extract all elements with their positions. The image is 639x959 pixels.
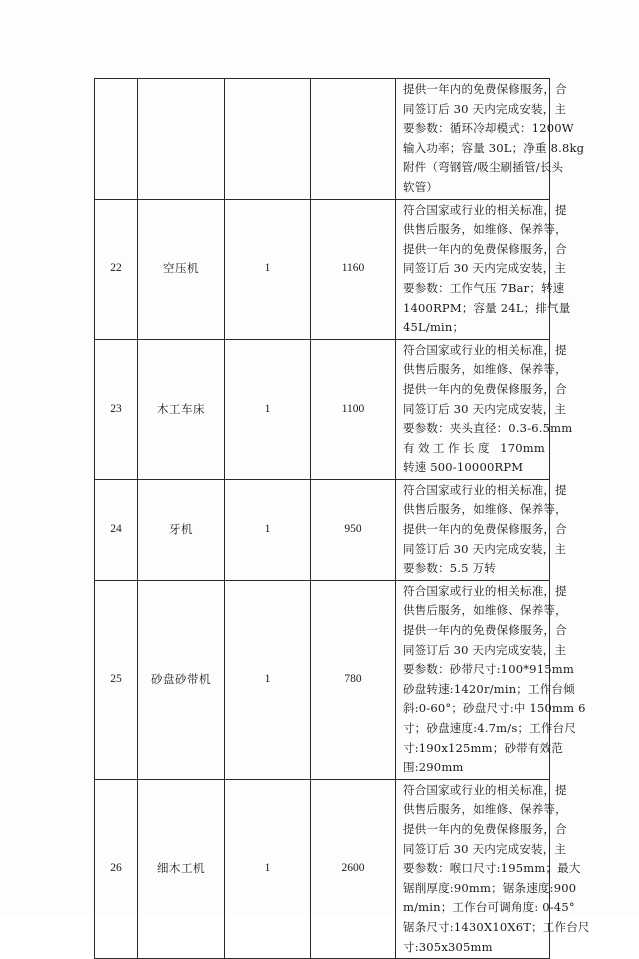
spec-line: 提供一年内的免费保修服务，合 <box>403 381 567 396</box>
spec-line: 提供一年内的免费保修服务，合 <box>403 522 567 537</box>
price-cell: 2600 <box>311 779 396 958</box>
spec-line: 有效工作长度 170mm <box>403 440 545 455</box>
specification-cell <box>396 580 586 779</box>
item-name-cell: 木工车床 <box>138 339 225 479</box>
spec-line: 要参数：5.5 万转 <box>403 561 496 576</box>
price-cell: 1100 <box>311 339 396 479</box>
spec-line: 同签订后 30 天内完成安装，主 <box>403 101 567 116</box>
spec-line: 供售后服务，如维修、保养等， <box>403 362 567 377</box>
spec-line: 符合国家或行业的相关标准，提 <box>403 782 567 797</box>
spec-line: 寸；砂盘速度:4.7m/s；工作台尺 <box>403 721 576 735</box>
specification-cell <box>396 479 567 580</box>
spec-line: 提供一年内的免费保修服务，合 <box>403 241 567 256</box>
spec-line: 同签订后 30 天内完成安装，主 <box>403 401 567 416</box>
specification-cell <box>396 779 590 958</box>
spec-line: 45L/min； <box>403 320 465 335</box>
spec-line: 供售后服务，如维修、保养等， <box>403 802 567 817</box>
spec-line: 寸:305x305mm <box>403 939 493 954</box>
quantity-cell <box>225 79 311 200</box>
spec-line: 提供一年内的免费保修服务，合 <box>403 82 567 96</box>
spec-line: 转速 500-10000RPM <box>403 460 524 475</box>
item-number-cell: 23 <box>95 339 138 479</box>
spec-line: 提供一年内的免费保修服务，合 <box>403 821 567 836</box>
specification-cell <box>396 79 585 200</box>
table-row <box>95 779 550 958</box>
spec-line: 砂盘转速:1420r/min；工作台倾 <box>403 681 575 696</box>
spec-line: 软管） <box>403 179 439 194</box>
item-number-cell: 22 <box>95 199 138 339</box>
spec-line: 附件（弯钢管/吸尘刷插管/长头 <box>403 160 564 175</box>
spec-line: 1400RPM；容量 24L；排气量 <box>403 300 571 315</box>
spec-line: 同签订后 30 天内完成安装，主 <box>403 261 567 276</box>
spec-line: 要参数：循环冷却模式：1200W <box>403 121 574 136</box>
spec-line: 要参数：砂带尺寸:100*915mm <box>403 662 574 677</box>
spec-line: 输入功率；容量 30L；净重 8.8kg <box>403 140 585 155</box>
item-name-cell <box>138 79 225 200</box>
item-number-cell: 24 <box>95 479 138 580</box>
spec-line: 寸:190x125mm；砂带有效范 <box>403 740 563 755</box>
item-name-cell: 砂盘砂带机 <box>138 580 225 779</box>
price-cell: 950 <box>311 479 396 580</box>
spec-line: 符合国家或行业的相关标准，提 <box>403 342 567 357</box>
spec-line: 提供一年内的免费保修服务，合 <box>403 623 567 638</box>
spec-line: 斜:0-60°；砂盘尺寸:中 150mm 6 <box>403 701 586 716</box>
spec-line: 要参数：夹头直径：0.3-6.5mm <box>403 421 573 436</box>
table-body <box>95 79 590 959</box>
specification-cell <box>396 339 573 479</box>
table-row <box>95 339 550 479</box>
table-row <box>95 580 550 779</box>
table-row <box>95 479 550 580</box>
quantity-cell: 1 <box>225 580 311 779</box>
quantity-cell: 1 <box>225 479 311 580</box>
spec-line: 供售后服务，如维修、保养等， <box>403 502 567 517</box>
spec-line: 同签订后 30 天内完成安装，主 <box>403 841 567 856</box>
price-cell: 1160 <box>311 199 396 339</box>
spec-line: m/min；工作台可调角度: 0-45° <box>403 900 575 915</box>
spec-line: 同签订后 30 天内完成安装，主 <box>403 642 567 657</box>
price-cell: 780 <box>311 580 396 779</box>
spec-line: 符合国家或行业的相关标准，提 <box>403 482 567 497</box>
specification-cell <box>396 199 571 339</box>
spec-line: 锯削厚度:90mm；锯条速度:900 <box>403 880 577 895</box>
quantity-cell: 1 <box>225 339 311 479</box>
item-number-cell <box>95 79 138 200</box>
spec-line: 要参数：工作气压 7Bar；转速 <box>403 280 565 295</box>
table-row <box>95 199 550 339</box>
spec-line: 要参数：喉口尺寸:195mm；最大 <box>403 861 581 876</box>
table-row <box>95 79 550 200</box>
spec-line: 围:290mm <box>403 760 464 775</box>
item-number-cell: 26 <box>95 779 138 958</box>
spec-line: 符合国家或行业的相关标准，提 <box>403 202 567 217</box>
price-cell <box>311 79 396 200</box>
quantity-cell: 1 <box>225 779 311 958</box>
item-name-cell: 空压机 <box>138 199 225 339</box>
quantity-cell: 1 <box>225 199 311 339</box>
spec-line: 同签订后 30 天内完成安装，主 <box>403 541 567 556</box>
spec-line: 供售后服务，如维修、保养等， <box>403 222 567 237</box>
spec-line: 锯条尺寸:1430X10X6T；工作台尺 <box>403 919 590 934</box>
spec-line: 供售后服务，如维修、保养等， <box>403 603 567 618</box>
item-number-cell: 25 <box>95 580 138 779</box>
item-name-cell: 细木工机 <box>138 779 225 958</box>
spec-line: 符合国家或行业的相关标准，提 <box>403 583 567 598</box>
equipment-spec-table <box>94 78 590 959</box>
item-name-cell: 牙机 <box>138 479 225 580</box>
